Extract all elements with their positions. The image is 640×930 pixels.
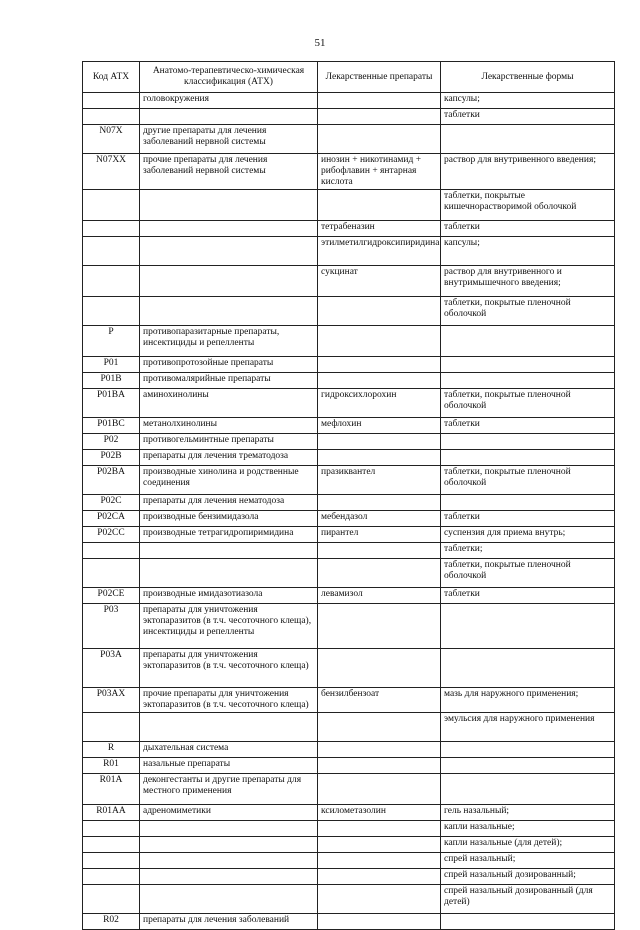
table-row — [83, 466, 615, 495]
code-cell: P03 — [83, 604, 140, 649]
drug-cell — [318, 742, 441, 758]
code-cell: P02C — [83, 495, 140, 511]
classification-cell: головокружения — [140, 93, 318, 109]
dosage-form-cell: гель назальный; — [441, 805, 615, 821]
dosage-form-cell: таблетки — [441, 588, 615, 604]
header-code: Код АТХ — [83, 62, 140, 93]
dosage-form-cell: таблетки — [441, 221, 615, 237]
drug-cell — [318, 434, 441, 450]
drug-cell — [318, 649, 441, 688]
dosage-form-cell: капли назальные (для детей); — [441, 837, 615, 853]
table-row — [83, 373, 615, 389]
code-cell: P03A — [83, 649, 140, 688]
classification-cell: назальные препараты — [140, 758, 318, 774]
classification-cell: адреномиметики — [140, 805, 318, 821]
table-row — [83, 774, 615, 805]
code-cell: P — [83, 326, 140, 357]
drug-cell — [318, 190, 441, 221]
classification-cell — [140, 543, 318, 559]
drug-cell — [318, 604, 441, 649]
classification-cell: аминохинолины — [140, 389, 318, 418]
table-row — [83, 109, 615, 125]
drug-cell — [318, 713, 441, 742]
classification-cell: противомалярийные препараты — [140, 373, 318, 389]
classification-cell: прочие препараты для уничтожения эктопаразитов (в т.ч. чесоточного клеща) — [140, 688, 318, 713]
dosage-form-cell: таблетки, покрытые пленочной оболочкой — [441, 389, 615, 418]
code-cell: R — [83, 742, 140, 758]
code-cell — [83, 837, 140, 853]
drug-cell — [318, 853, 441, 869]
drug-cell: бензилбензоат — [318, 688, 441, 713]
classification-cell: метанолхинолины — [140, 418, 318, 434]
dosage-form-cell — [441, 914, 615, 930]
classification-cell: производные бензимидазола — [140, 511, 318, 527]
page-number: 51 — [314, 37, 326, 49]
drug-cell: пирантел — [318, 527, 441, 543]
dosage-form-cell: раствор для внутривенного введения; — [441, 154, 615, 190]
table-row — [83, 649, 615, 688]
dosage-form-cell — [441, 450, 615, 466]
drug-cell — [318, 326, 441, 357]
classification-cell: деконгестанты и другие препараты для местного применения — [140, 774, 318, 805]
code-cell — [83, 853, 140, 869]
classification-cell — [140, 221, 318, 237]
dosage-form-cell — [441, 357, 615, 373]
table-row — [83, 559, 615, 588]
code-cell — [83, 297, 140, 326]
dosage-form-cell — [441, 125, 615, 154]
classification-cell — [140, 297, 318, 326]
dosage-form-cell: таблетки, покрытые пленочной оболочкой — [441, 297, 615, 326]
classification-cell: препараты для лечения трематодоза — [140, 450, 318, 466]
code-cell: N07XX — [83, 154, 140, 190]
classification-cell — [140, 109, 318, 125]
classification-cell: препараты для уничтожения эктопаразитов (в т.ч. чесоточного клеща), инсектициды и репелленты — [140, 604, 318, 649]
drug-cell — [318, 373, 441, 389]
classification-cell: производные хинолина и родственные соединения — [140, 466, 318, 495]
dosage-form-cell — [441, 774, 615, 805]
table-row — [83, 93, 615, 109]
classification-cell — [140, 869, 318, 885]
table-row — [83, 297, 615, 326]
classification-cell: противогельминтные препараты — [140, 434, 318, 450]
code-cell — [83, 559, 140, 588]
code-cell: P02B — [83, 450, 140, 466]
classification-cell — [140, 885, 318, 914]
table-row — [83, 869, 615, 885]
code-cell — [83, 543, 140, 559]
code-cell: P01BC — [83, 418, 140, 434]
drug-cell — [318, 125, 441, 154]
dosage-form-cell: капсулы; — [441, 93, 615, 109]
classification-cell: дыхательная система — [140, 742, 318, 758]
drug-cell: тетрабеназин — [318, 221, 441, 237]
table-header-row — [83, 62, 615, 93]
header-forms: Лекарственные формы — [441, 62, 615, 93]
table-row — [83, 885, 615, 914]
drug-cell — [318, 758, 441, 774]
drug-cell: ксилометазолин — [318, 805, 441, 821]
table-row — [83, 495, 615, 511]
dosage-form-cell — [441, 326, 615, 357]
table-row — [83, 418, 615, 434]
drug-cell: празиквантел — [318, 466, 441, 495]
drug-cell — [318, 93, 441, 109]
dosage-form-cell: суспензия для приема внутрь; — [441, 527, 615, 543]
table-row — [83, 450, 615, 466]
dosage-form-cell: таблетки — [441, 511, 615, 527]
drug-cell — [318, 869, 441, 885]
code-cell: R01AA — [83, 805, 140, 821]
code-cell: P02 — [83, 434, 140, 450]
table-row — [83, 237, 615, 266]
code-cell: N07X — [83, 125, 140, 154]
table-row — [83, 326, 615, 357]
dosage-form-cell: спрей назальный дозированный (для детей) — [441, 885, 615, 914]
drug-cell: левамизол — [318, 588, 441, 604]
dosage-form-cell: таблетки — [441, 109, 615, 125]
code-cell: R02 — [83, 914, 140, 930]
dosage-form-cell — [441, 742, 615, 758]
table-row — [83, 125, 615, 154]
code-cell: P02BA — [83, 466, 140, 495]
drug-cell — [318, 357, 441, 373]
dosage-form-cell: эмульсия для наружного применения — [441, 713, 615, 742]
header-drugs: Лекарственные препараты — [318, 62, 441, 93]
table-row — [83, 742, 615, 758]
dosage-form-cell: спрей назальный дозированный; — [441, 869, 615, 885]
code-cell — [83, 190, 140, 221]
code-cell — [83, 221, 140, 237]
code-cell — [83, 109, 140, 125]
classification-cell — [140, 559, 318, 588]
table-row — [83, 543, 615, 559]
table-row — [83, 154, 615, 190]
dosage-form-cell — [441, 758, 615, 774]
code-cell: P01BA — [83, 389, 140, 418]
table-row — [83, 853, 615, 869]
dosage-form-cell: таблетки, покрытые пленочной оболочкой — [441, 466, 615, 495]
drug-cell — [318, 837, 441, 853]
drug-cell — [318, 495, 441, 511]
classification-cell: другие препараты для лечения заболеваний нервной системы — [140, 125, 318, 154]
classification-cell: производные имидазотиазола — [140, 588, 318, 604]
classification-cell: прочие препараты для лечения заболеваний нервной системы — [140, 154, 318, 190]
table-row — [83, 688, 615, 713]
classification-cell: противопаразитарные препараты, инсектициды и репелленты — [140, 326, 318, 357]
classification-cell: препараты для лечения нематодоза — [140, 495, 318, 511]
classification-cell — [140, 237, 318, 266]
dosage-form-cell: таблетки, покрытые пленочной оболочкой — [441, 559, 615, 588]
table-row — [83, 588, 615, 604]
code-cell — [83, 266, 140, 297]
dosage-form-cell — [441, 604, 615, 649]
code-cell — [83, 713, 140, 742]
code-cell — [83, 869, 140, 885]
table-row — [83, 837, 615, 853]
dosage-form-cell — [441, 495, 615, 511]
code-cell: P03AX — [83, 688, 140, 713]
drug-cell — [318, 559, 441, 588]
drug-cell — [318, 297, 441, 326]
code-cell: P02CA — [83, 511, 140, 527]
drug-cell: мефлохин — [318, 418, 441, 434]
code-cell — [83, 885, 140, 914]
code-cell: P01 — [83, 357, 140, 373]
classification-cell — [140, 190, 318, 221]
code-cell: R01A — [83, 774, 140, 805]
classification-cell — [140, 266, 318, 297]
header-classification: Анатомо-терапевтическо-химическая классификация (АТХ) — [140, 62, 318, 93]
drug-cell: сукцинат — [318, 266, 441, 297]
code-cell — [83, 821, 140, 837]
code-cell — [83, 237, 140, 266]
dosage-form-cell: мазь для наружного применения; — [441, 688, 615, 713]
dosage-form-cell: таблетки — [441, 418, 615, 434]
drug-cell — [318, 543, 441, 559]
drug-cell — [318, 450, 441, 466]
classification-cell — [140, 713, 318, 742]
drug-cell — [318, 109, 441, 125]
dosage-form-cell: капли назальные; — [441, 821, 615, 837]
classification-cell — [140, 821, 318, 837]
table-row — [83, 357, 615, 373]
drug-cell: инозин + никотинамид + рибофлавин + янтарная кислота — [318, 154, 441, 190]
table-row — [83, 805, 615, 821]
table-row — [83, 266, 615, 297]
table-row — [83, 527, 615, 543]
drug-cell: мебендазол — [318, 511, 441, 527]
atc-classification-table — [82, 61, 615, 930]
table-row — [83, 190, 615, 221]
drug-cell — [318, 885, 441, 914]
dosage-form-cell — [441, 373, 615, 389]
classification-cell: препараты для лечения заболеваний — [140, 914, 318, 930]
dosage-form-cell — [441, 434, 615, 450]
table-row — [83, 821, 615, 837]
dosage-form-cell: спрей назальный; — [441, 853, 615, 869]
dosage-form-cell: таблетки, покрытые кишечнорастворимой оболочкой — [441, 190, 615, 221]
classification-cell — [140, 853, 318, 869]
code-cell: R01 — [83, 758, 140, 774]
code-cell: P01B — [83, 373, 140, 389]
table-row — [83, 434, 615, 450]
drug-cell — [318, 914, 441, 930]
drug-cell: этилметилгидроксипиридина — [318, 237, 441, 266]
table-body — [83, 93, 615, 930]
table-row — [83, 604, 615, 649]
table-row — [83, 713, 615, 742]
dosage-form-cell: раствор для внутривенного и внутримышечного введения; — [441, 266, 615, 297]
drug-cell — [318, 821, 441, 837]
dosage-form-cell: таблетки; — [441, 543, 615, 559]
dosage-form-cell: капсулы; — [441, 237, 615, 266]
table-row — [83, 758, 615, 774]
table-row — [83, 389, 615, 418]
code-cell: P02CE — [83, 588, 140, 604]
drug-cell: гидроксихлорохин — [318, 389, 441, 418]
table-row — [83, 914, 615, 930]
classification-cell: препараты для уничтожения эктопаразитов (в т.ч. чесоточного клеща) — [140, 649, 318, 688]
classification-cell: производные тетрагидропиримидина — [140, 527, 318, 543]
classification-cell: противопротозойные препараты — [140, 357, 318, 373]
code-cell: P02CC — [83, 527, 140, 543]
drug-cell — [318, 774, 441, 805]
classification-cell — [140, 837, 318, 853]
code-cell — [83, 93, 140, 109]
table-row — [83, 511, 615, 527]
dosage-form-cell — [441, 649, 615, 688]
table-row — [83, 221, 615, 237]
